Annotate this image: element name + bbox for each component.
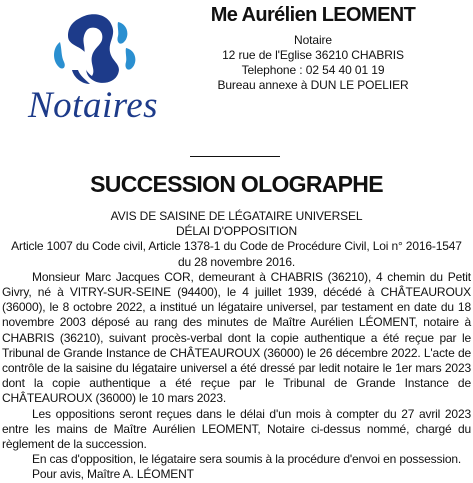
notice-paragraph: Les oppositions seront reçues dans le délai d'un mois à compter du 27 avril 2023 entre les mains de Maître Aurélien LEOMENT, Notaire ci-dessus nommé, chargé du règlement de la succession.: [2, 406, 471, 452]
notice-paragraph: En cas d'opposition, le légataire sera soumis à la procédure d'envoi en possession.: [32, 452, 462, 467]
notary-name: Me Aurélien LEOMENT: [210, 4, 416, 26]
notice-subtitle: AVIS DE SAISINE DE LÉGATAIRE UNIVERSEL: [110, 209, 363, 223]
notice-paragraph: Monsieur Marc Jacques COR, demeurant à CHABRIS (36210), 4 chemin du Petit Givry, né à VITRY-SUR-SEINE (94400), le 4 juillet 1939, décédé à CHÂTEAUROUX (36000), le 8 octobre 2022, a institué un légataire universel, par testament en date du 18 novembre 2003 déposé au rang des minutes de Maître Aurélien LÉOMENT, notaire à CHABRIS (36210), suivant procès-verbal dont la copie authentique a été reçue par le Tribunal de Grande Instance de CHÂTEAUROUX (36000) le 26 décembre 2022. L'acte de contrôle de la saisine du légataire universel a été dressé par ledit notaire le 1er mars 2023 dont la copie authentique a été reçue par le Tribunal de Grande Instance de CHÂTEAUROUX (36000) le 10 mars 2023.: [2, 269, 471, 406]
notaires-logo: [24, 12, 184, 126]
notice-title: SUCCESSION OLOGRAPHE: [90, 171, 383, 197]
office-header: [196, 2, 430, 93]
notice-signature: Pour avis, Maître A. LÉOMENT: [32, 467, 194, 482]
notice-subtitle-delay: DÉLAI D'OPPOSITION: [176, 224, 297, 239]
header-divider: [190, 156, 280, 157]
office-address: 12 rue de l'Eglise 36210 CHABRIS: [222, 48, 404, 62]
notary-role: Notaire: [294, 33, 332, 47]
office-annex: Bureau annexe à DUN LE POELIER: [217, 78, 409, 92]
office-phone: Telephone : 02 54 40 01 19: [241, 63, 385, 77]
marianne-emblem-icon: [46, 12, 156, 90]
logo-wordmark: Notaires: [28, 85, 159, 126]
notice-body: [2, 209, 471, 483]
legal-reference: Article 1007 du Code civil, Article 1378-1 du Code de Procédure Civil, Loi n° 2016-1547 du 28 novembre 2016.: [11, 239, 462, 269]
